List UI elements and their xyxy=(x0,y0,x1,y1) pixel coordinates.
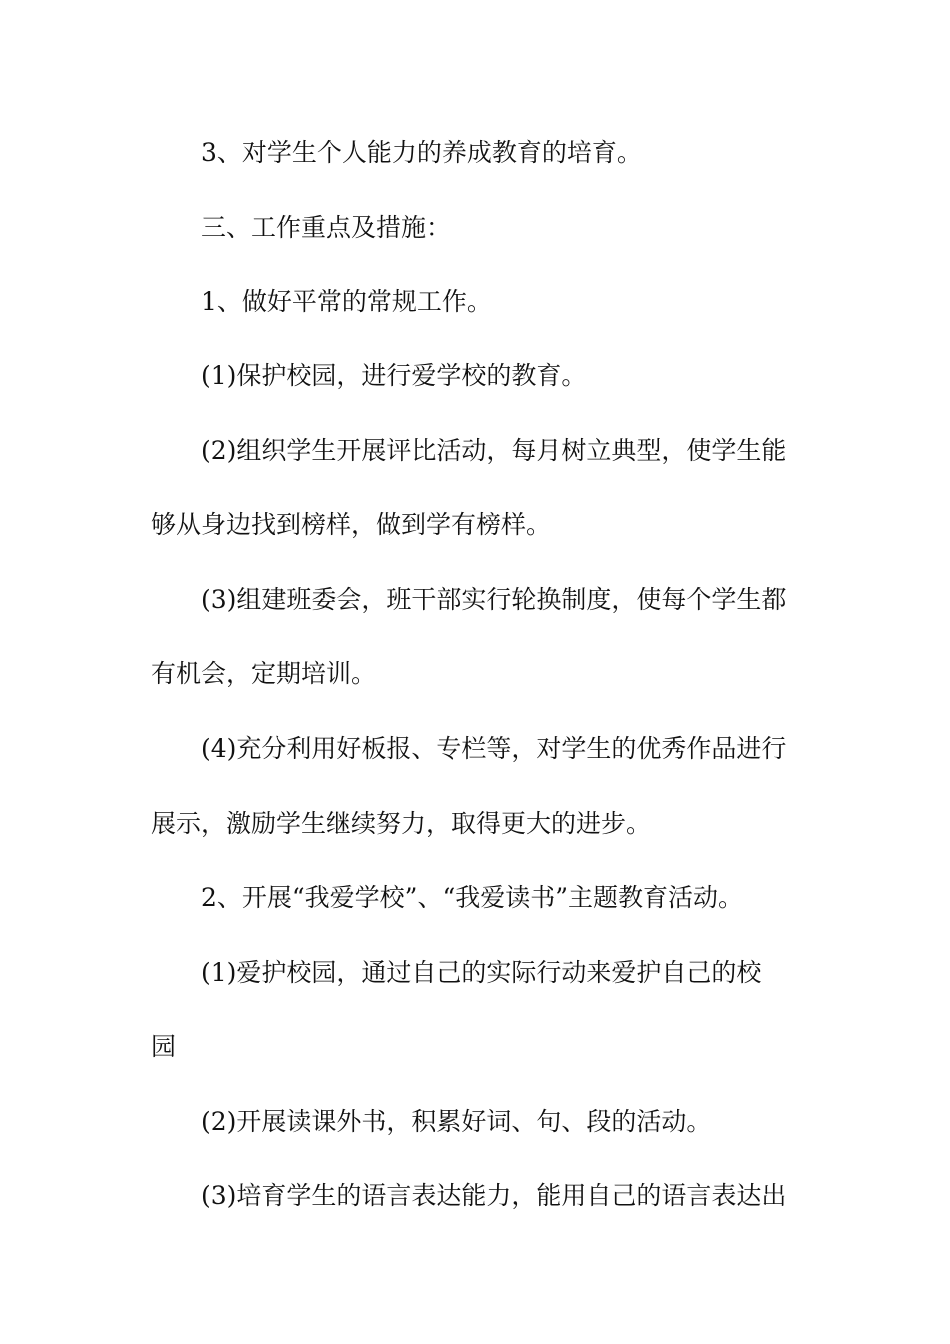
list-item-1-1: (1)保护校园，进行爱学校的教育。 xyxy=(201,361,587,390)
list-item-1-2-continued: 够从身边找到榜样，做到学有榜样。 xyxy=(151,510,552,539)
subsection-heading-2: 2、开展“我爱学校”、“我爱读书”主题教育活动。 xyxy=(201,883,744,912)
list-item-1-3-continued: 有机会，定期培训。 xyxy=(151,659,377,688)
list-item-2-3: (3)培育学生的语言表达能力，能用自己的语言表达出 xyxy=(201,1181,787,1210)
list-item-2-1-continued: 园 xyxy=(151,1032,177,1061)
list-item-2-1: (1)爱护校园，通过自己的实际行动来爱护自己的校 xyxy=(201,958,762,987)
list-item-2-2: (2)开展读课外书，积累好词、句、段的活动。 xyxy=(201,1107,712,1136)
list-item-1-2: (2)组织学生开展评比活动，每月树立典型，使学生能 xyxy=(201,436,787,465)
list-item-1-3: (3)组建班委会，班干部实行轮换制度，使每个学生都 xyxy=(201,585,787,614)
section-heading: 三、工作重点及措施： xyxy=(201,213,452,242)
list-item-1-4: (4)充分利用好板报、专栏等，对学生的优秀作品进行 xyxy=(201,734,787,763)
list-item-1-4-continued: 展示，激励学生继续努力，取得更大的进步。 xyxy=(151,809,652,838)
paragraph-line-1: 3、对学生个人能力的养成教育的培育。 xyxy=(201,138,642,167)
subsection-heading-1: 1、做好平常的常规工作。 xyxy=(201,287,492,316)
